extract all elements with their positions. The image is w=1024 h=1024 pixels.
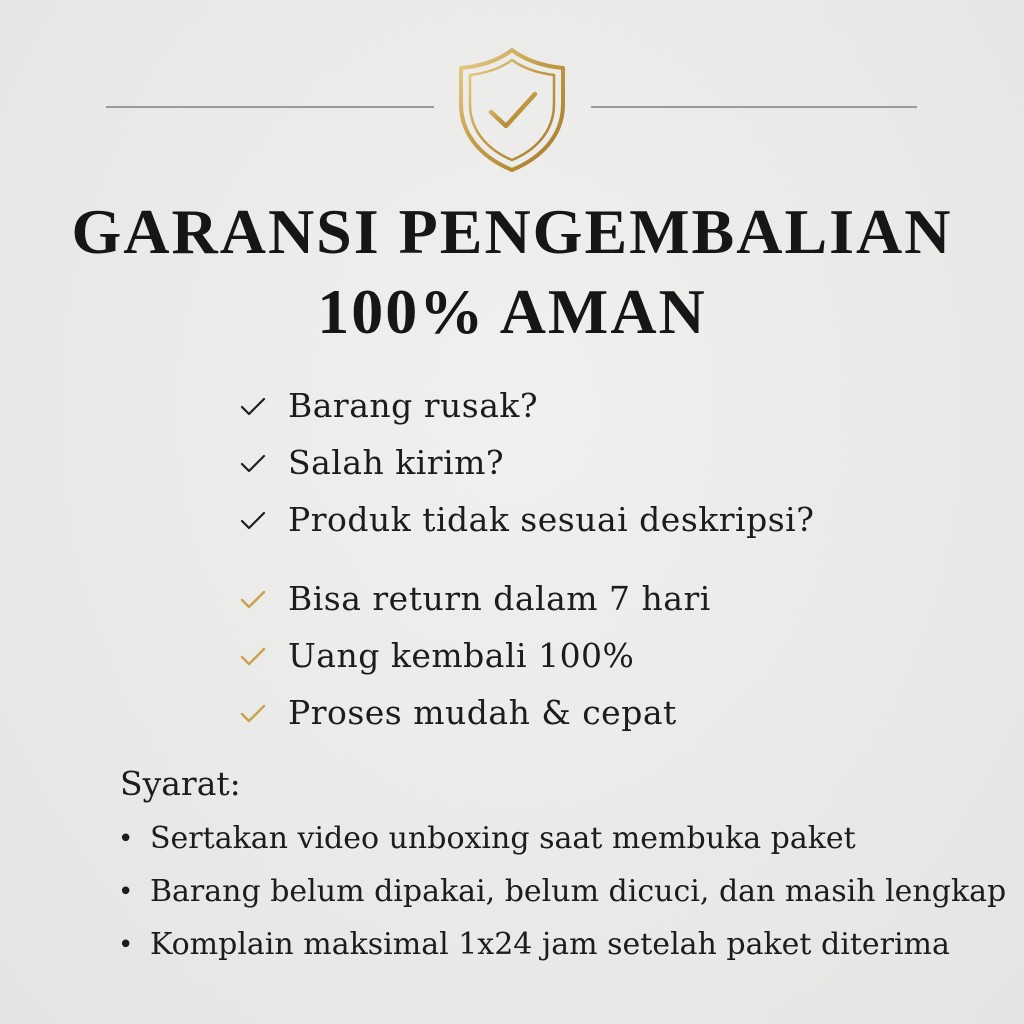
list-item (118, 918, 1006, 971)
list-item (238, 684, 711, 741)
divider-right (591, 106, 917, 108)
list-item (118, 812, 1006, 865)
list-item (238, 570, 711, 627)
bullet-icon: • (118, 876, 134, 907)
list-item-label: Barang belum dipakai, belum dicuci, dan masih lengkap (150, 874, 1007, 909)
list-item (238, 627, 711, 684)
bullet-icon: • (118, 929, 134, 960)
divider-left (106, 106, 434, 108)
list-item-label: Sertakan video unboxing saat membuka paket (150, 821, 856, 856)
gold-check-icon (238, 641, 268, 671)
list-item (238, 377, 814, 434)
benefit-list (238, 570, 711, 741)
list-item (238, 491, 814, 548)
terms-list (118, 812, 1006, 971)
list-item-label: Bisa return dalam 7 hari (288, 579, 711, 618)
list-item-label: Barang rusak? (288, 386, 539, 425)
list-item (238, 434, 814, 491)
gold-check-icon (238, 698, 268, 728)
list-item-label: Proses mudah & cepat (288, 693, 677, 732)
list-item-label: Komplain maksimal 1x24 jam setelah paket diterima (150, 927, 950, 962)
check-icon (238, 448, 268, 478)
list-item (118, 865, 1006, 918)
page-title-line2: 100% AMAN (317, 276, 707, 347)
bullet-icon: • (118, 823, 134, 854)
list-item-label: Produk tidak sesuai deskripsi? (288, 500, 815, 539)
list-item-label: Uang kembali 100% (288, 636, 635, 675)
shield-check-icon (453, 46, 571, 174)
terms-heading: Syarat: (120, 764, 241, 803)
page-title-line1: GARANSI PENGEMBALIAN (71, 196, 953, 267)
problem-list (238, 377, 814, 548)
gold-check-icon (238, 584, 268, 614)
check-icon (238, 391, 268, 421)
check-icon (238, 505, 268, 535)
list-item-label: Salah kirim? (288, 443, 505, 482)
